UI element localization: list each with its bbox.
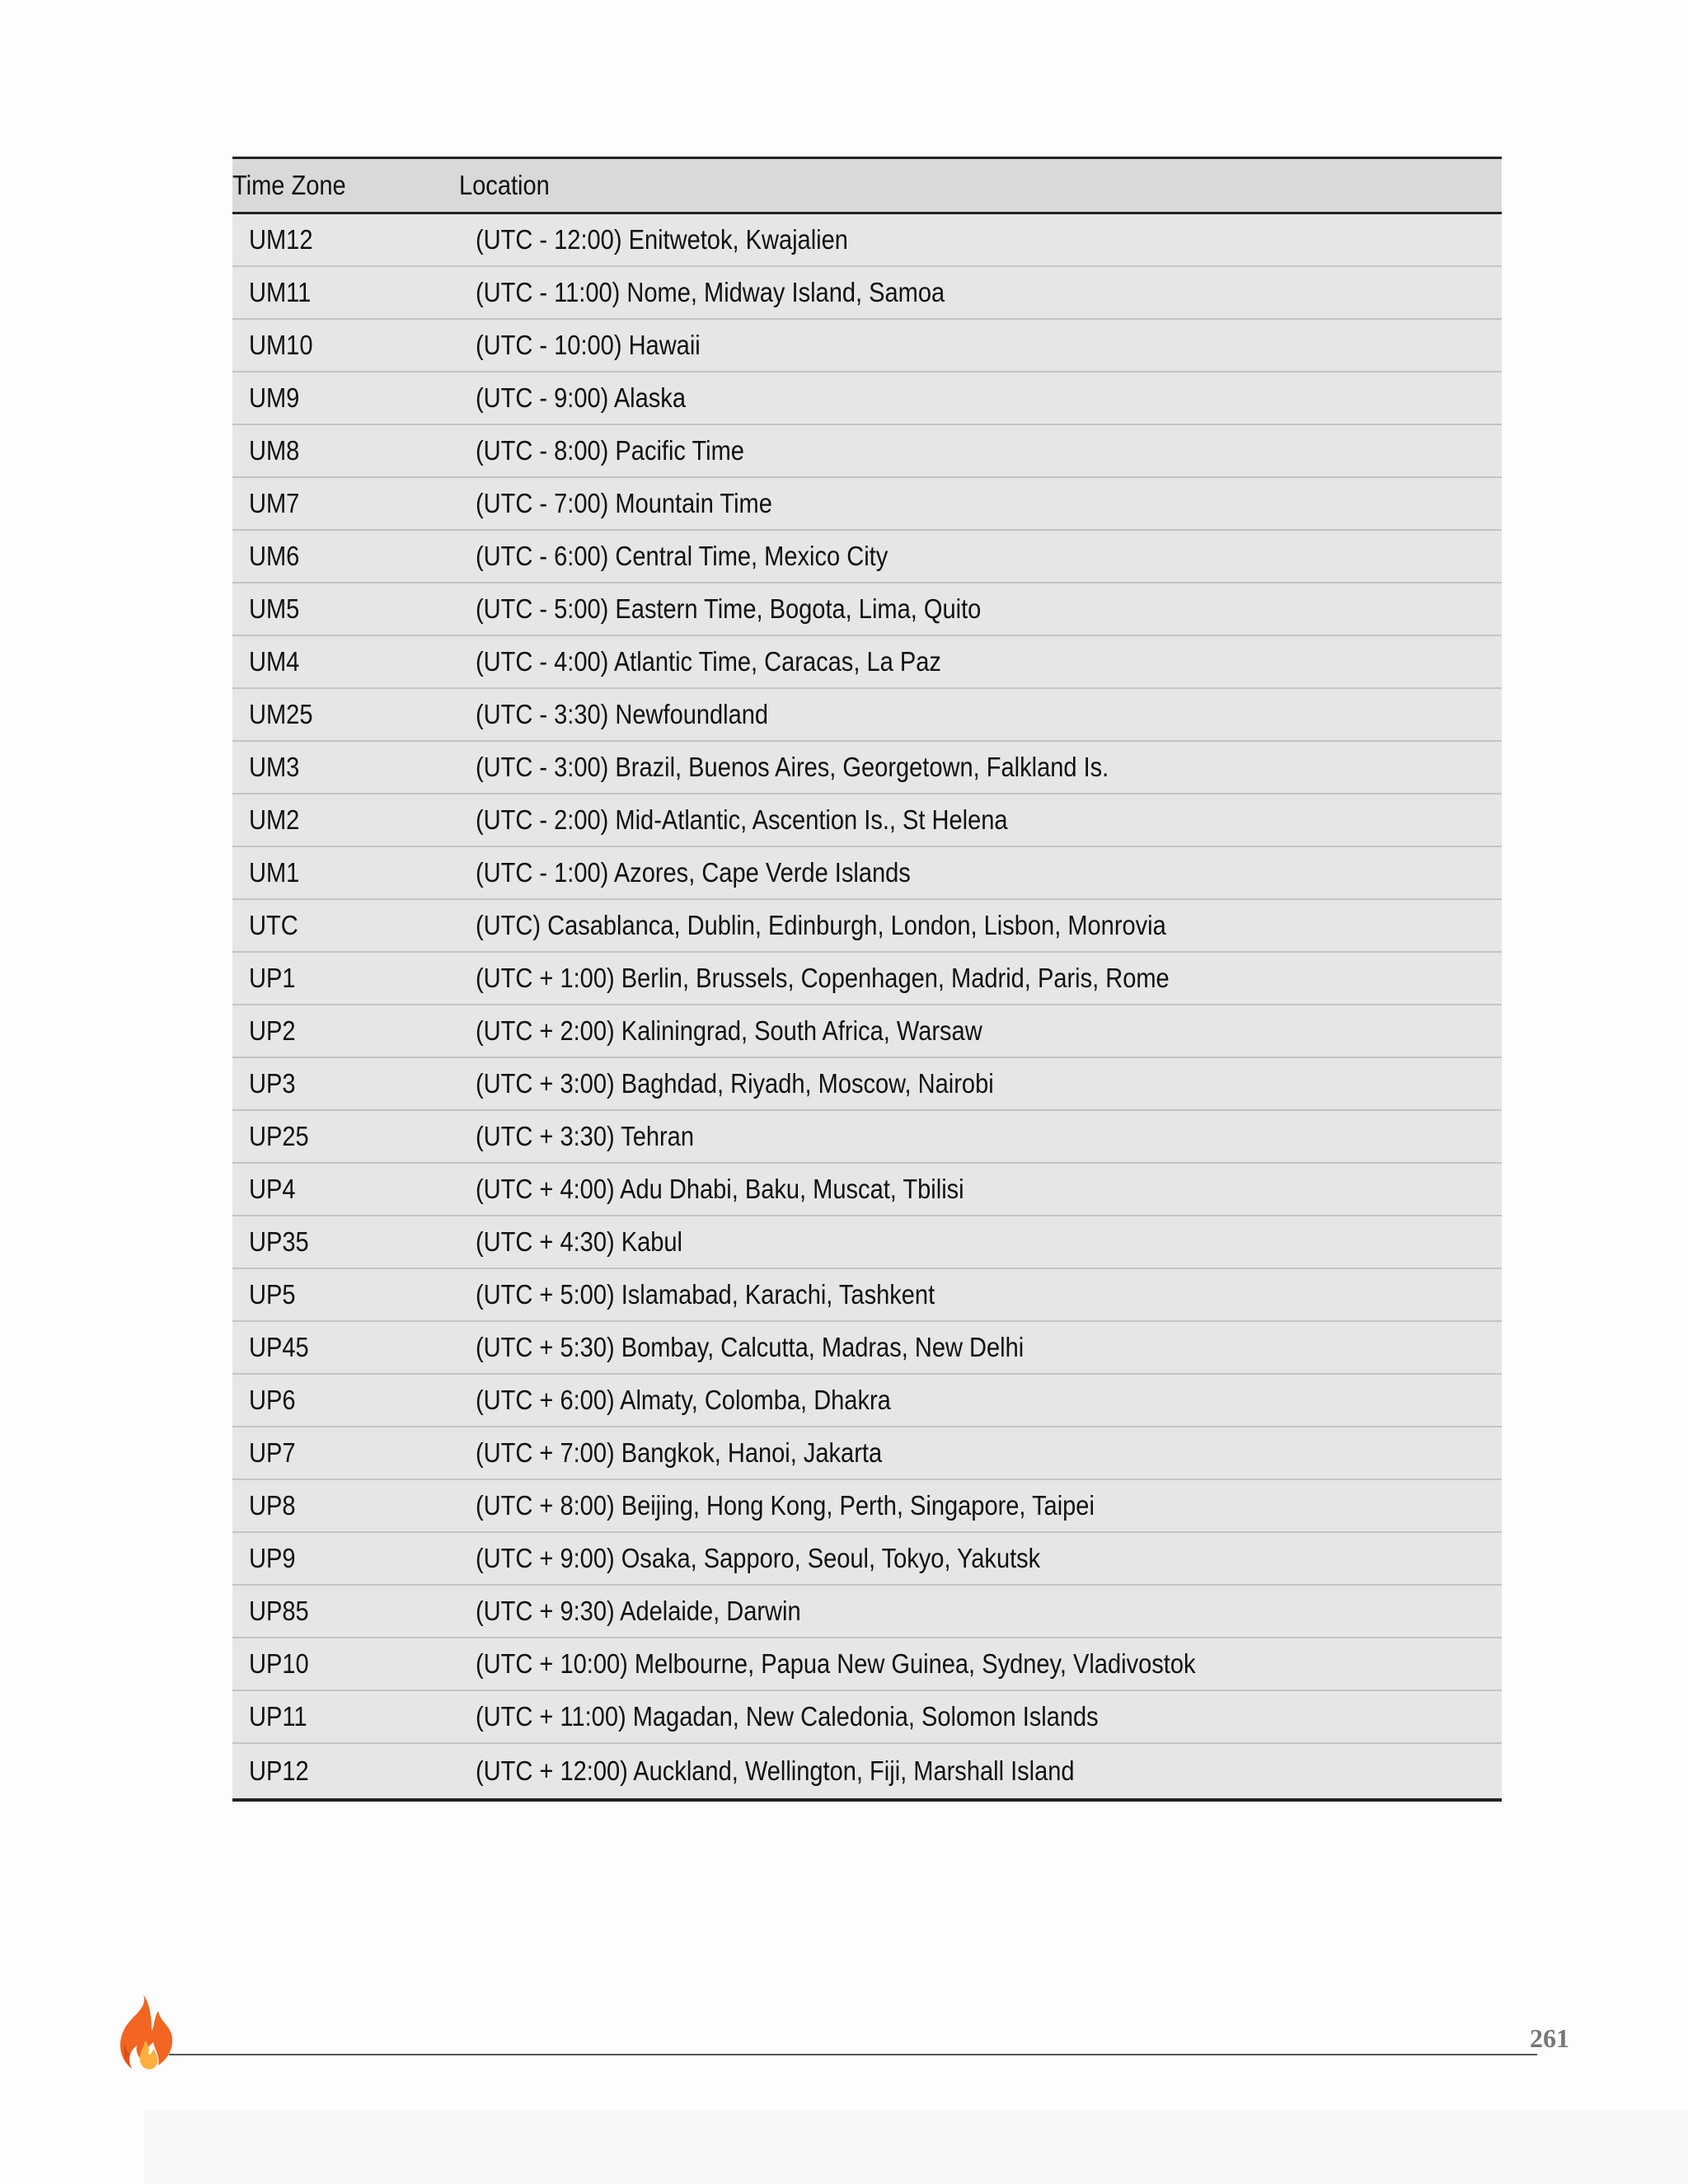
time-zone-cell: UP12 (232, 1743, 459, 1800)
location-cell: (UTC + 6:00) Almaty, Colomba, Dhakra (459, 1374, 1502, 1427)
time-zone-cell: UM10 (232, 319, 459, 372)
time-zone-table (232, 157, 1502, 1802)
table-row (232, 583, 1502, 635)
location-cell: (UTC + 4:30) Kabul (459, 1216, 1502, 1268)
time-zone-cell: UP4 (232, 1163, 459, 1216)
time-zone-cell: UM8 (232, 424, 459, 477)
location-cell: (UTC - 3:30) Newfoundland (459, 688, 1502, 741)
table-row (232, 1532, 1502, 1585)
location-cell: (UTC - 6:00) Central Time, Mexico City (459, 530, 1502, 583)
location-cell: (UTC - 8:00) Pacific Time (459, 424, 1502, 477)
page-bottom-shade (144, 2110, 1688, 2184)
table-row (232, 635, 1502, 688)
column-header-location: Location (459, 158, 1502, 213)
time-zone-cell: UP10 (232, 1638, 459, 1690)
location-cell: (UTC + 5:00) Islamabad, Karachi, Tashkent (459, 1268, 1502, 1321)
table-row (232, 1110, 1502, 1163)
location-cell: (UTC + 4:00) Adu Dhabi, Baku, Muscat, Tbilisi (459, 1163, 1502, 1216)
time-zone-cell: UP9 (232, 1532, 459, 1585)
table-row (232, 424, 1502, 477)
time-zone-cell: UM1 (232, 846, 459, 899)
table-row (232, 372, 1502, 424)
location-cell: (UTC - 10:00) Hawaii (459, 319, 1502, 372)
table-row (232, 1163, 1502, 1216)
table-row (232, 1005, 1502, 1057)
location-cell: (UTC + 3:00) Baghdad, Riyadh, Moscow, Nairobi (459, 1057, 1502, 1110)
location-cell: (UTC + 9:00) Osaka, Sapporo, Seoul, Tokyo, Yakutsk (459, 1532, 1502, 1585)
table-row (232, 741, 1502, 794)
table-row (232, 477, 1502, 530)
time-zone-cell: UP85 (232, 1585, 459, 1638)
table-row (232, 1374, 1502, 1427)
column-header-time-zone: Time Zone (232, 158, 459, 213)
time-zone-cell: UP45 (232, 1321, 459, 1374)
table-row (232, 688, 1502, 741)
table-body (232, 213, 1502, 1801)
table-row (232, 1057, 1502, 1110)
location-cell: (UTC - 1:00) Azores, Cape Verde Islands (459, 846, 1502, 899)
time-zone-cell: UM3 (232, 741, 459, 794)
location-cell: (UTC + 1:00) Berlin, Brussels, Copenhagen, Madrid, Paris, Rome (459, 952, 1502, 1005)
time-zone-cell: UP6 (232, 1374, 459, 1427)
time-zone-cell: UM11 (232, 266, 459, 319)
time-zone-cell: UP7 (232, 1427, 459, 1479)
location-cell: (UTC - 4:00) Atlantic Time, Caracas, La Paz (459, 635, 1502, 688)
table-row (232, 952, 1502, 1005)
location-cell: (UTC - 7:00) Mountain Time (459, 477, 1502, 530)
table-row (232, 1216, 1502, 1268)
time-zone-cell: UM9 (232, 372, 459, 424)
location-cell: (UTC) Casablanca, Dublin, Edinburgh, London, Lisbon, Monrovia (459, 899, 1502, 952)
time-zone-cell: UP5 (232, 1268, 459, 1321)
location-cell: (UTC + 3:30) Tehran (459, 1110, 1502, 1163)
location-cell: (UTC + 10:00) Melbourne, Papua New Guinea, Sydney, Vladivostok (459, 1638, 1502, 1690)
table-row (232, 1743, 1502, 1800)
time-zone-cell: UM5 (232, 583, 459, 635)
time-zone-cell: UM25 (232, 688, 459, 741)
time-zone-cell: UP35 (232, 1216, 459, 1268)
table-row (232, 319, 1502, 372)
table-row (232, 794, 1502, 846)
time-zone-cell: UP11 (232, 1690, 459, 1743)
table-row (232, 1268, 1502, 1321)
location-cell: (UTC + 11:00) Magadan, New Caledonia, Solomon Islands (459, 1690, 1502, 1743)
table-row (232, 899, 1502, 952)
location-cell: (UTC - 5:00) Eastern Time, Bogota, Lima, Quito (459, 583, 1502, 635)
time-zone-cell: UP25 (232, 1110, 459, 1163)
location-cell: (UTC - 11:00) Nome, Midway Island, Samoa (459, 266, 1502, 319)
table-row (232, 266, 1502, 319)
time-zone-cell: UP2 (232, 1005, 459, 1057)
table-row (232, 846, 1502, 899)
time-zone-cell: UP3 (232, 1057, 459, 1110)
table-row (232, 1585, 1502, 1638)
location-cell: (UTC - 2:00) Mid-Atlantic, Ascention Is., St Helena (459, 794, 1502, 846)
location-cell: (UTC + 8:00) Beijing, Hong Kong, Perth, Singapore, Taipei (459, 1479, 1502, 1532)
time-zone-cell: UP8 (232, 1479, 459, 1532)
header-row (232, 158, 1502, 213)
location-cell: (UTC - 9:00) Alaska (459, 372, 1502, 424)
location-cell: (UTC + 2:00) Kaliningrad, South Africa, Warsaw (459, 1005, 1502, 1057)
table-row (232, 530, 1502, 583)
page-number: 261 (1530, 2023, 1569, 2053)
time-zone-cell: UM12 (232, 213, 459, 267)
location-cell: (UTC + 5:30) Bombay, Calcutta, Madras, New Delhi (459, 1321, 1502, 1374)
location-cell: (UTC - 3:00) Brazil, Buenos Aires, Georgetown, Falkland Is. (459, 741, 1502, 794)
table-row (232, 1427, 1502, 1479)
location-cell: (UTC + 12:00) Auckland, Wellington, Fiji, Marshall Island (459, 1743, 1502, 1800)
location-cell: (UTC + 9:30) Adelaide, Darwin (459, 1585, 1502, 1638)
location-cell: (UTC - 12:00) Enitwetok, Kwajalien (459, 213, 1502, 267)
time-zone-cell: UM7 (232, 477, 459, 530)
time-zone-cell: UM2 (232, 794, 459, 846)
table-row (232, 1638, 1502, 1690)
table-row (232, 1321, 1502, 1374)
time-zone-cell: UM6 (232, 530, 459, 583)
table-row (232, 1479, 1502, 1532)
table-header (232, 158, 1502, 213)
time-zone-cell: UM4 (232, 635, 459, 688)
time-zone-cell: UP1 (232, 952, 459, 1005)
table-row (232, 1690, 1502, 1743)
time-zone-cell: UTC (232, 899, 459, 952)
table-row (232, 213, 1502, 267)
location-cell: (UTC + 7:00) Bangkok, Hanoi, Jakarta (459, 1427, 1502, 1479)
footer-rule (169, 2054, 1537, 2055)
flame-icon (106, 1993, 180, 2075)
